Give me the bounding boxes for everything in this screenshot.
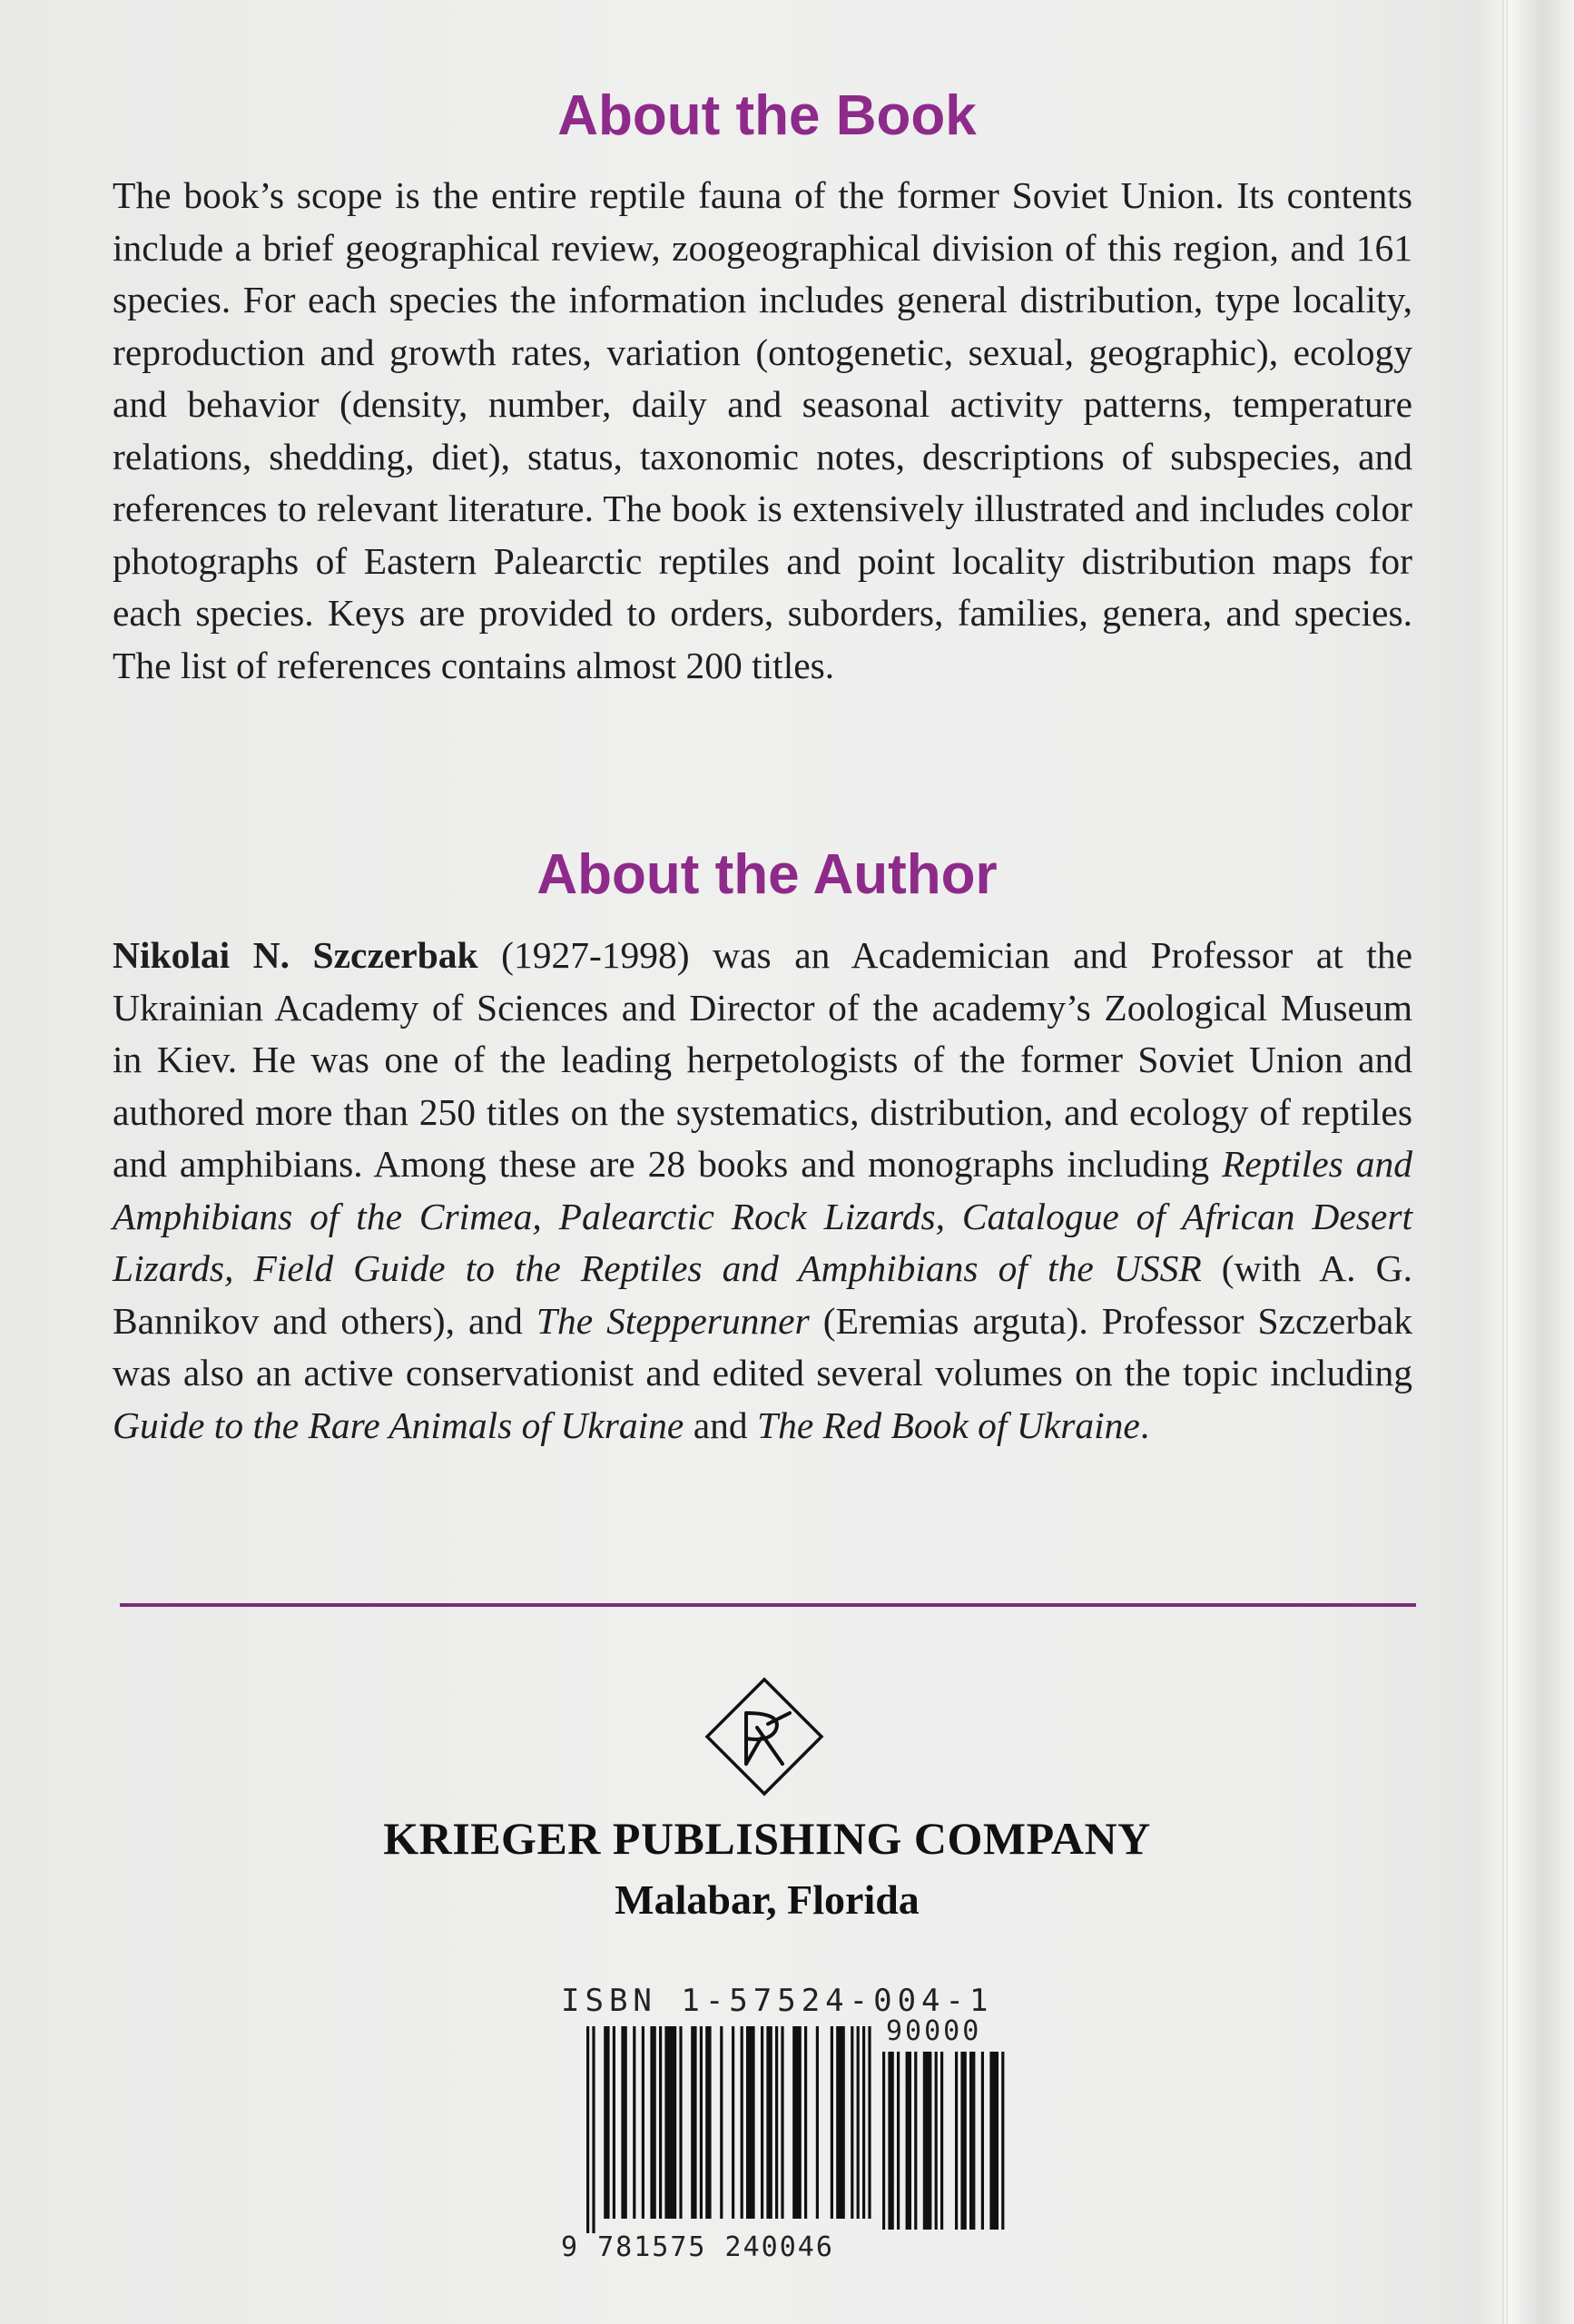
about-book-text: The book’s scope is the entire reptile fauna of the former Soviet Union. Its contents include a brief geographical review, zoogeographical division of this region, and 161 species. For each species the information includes general distribution, type locality, reproduction and growth rates, variation (ontogenetic, sexual, geographic), ecology and behavior (density, number, daily and seasonal activity patterns, temperature relations, shedding, diet), status, taxonomic notes, descriptions of subspecies, and references to relevant literature. The book is extensively illustrated and includes color photographs of Eastern Palearctic reptiles and point locality distribution maps for each species. Keys are provided to orders, suborders, families, genera, and species. The list of references contains almost 200 titles.	[113, 174, 1412, 686]
section-divider	[120, 1603, 1416, 1607]
about-author-heading: About the Author	[536, 843, 998, 906]
author-name: Nikolai N. Szczerbak	[113, 934, 478, 976]
author-text-3: (Eremias arguta). Professor Szczerbak was also an active conservationist and edited several volumes on the topic including	[113, 1299, 1412, 1393]
author-text-5: .	[1139, 1403, 1150, 1446]
ean-barcode	[586, 2026, 875, 2237]
publisher-place: Malabar, Florida	[615, 1876, 920, 1923]
barcode-addon-number: 90000	[886, 2015, 982, 2047]
spine-edge	[1502, 0, 1508, 2324]
publisher-name: KRIEGER PUBLISHING COMPANY	[383, 1813, 1151, 1864]
author-text-1: (1927-1998) was an Academician and Professor at the Ukrainian Academy of Sciences and Director of the academy’s Zoological Museum in Kiev. He was one of the leading herpetologists of the former Soviet Union and authored more than 250 titles on the systematics, distribution, and ecology of reptiles and amphibians. Among these are 28 books and monographs including	[113, 934, 1412, 1185]
author-text-2: (with A. G. Bannikov and others), and	[113, 1247, 1413, 1342]
author-titles-2: The Stepperunner	[536, 1299, 810, 1342]
about-author-text	[113, 930, 1412, 1452]
ean-number: 9 781575 240046	[561, 2231, 834, 2263]
publisher-logo-icon	[704, 1677, 824, 1797]
about-book-heading: About the Book	[557, 84, 977, 147]
author-titles-4: The Red Book of Ukraine	[757, 1403, 1140, 1446]
author-text-4: and	[684, 1403, 758, 1446]
isbn-label: ISBN 1-57524-004-1	[561, 1983, 994, 2019]
author-titles-3: Guide to the Rare Animals of Ukraine	[113, 1403, 684, 1446]
addon-barcode	[882, 2052, 1009, 2237]
author-titles-1: Reptiles and Amphibians of the Crimea, Palearctic Rock Lizards, Catalogue of African Desert Lizards, Field Guide to the Reptiles and Amphibians of the USSR	[113, 1143, 1412, 1289]
